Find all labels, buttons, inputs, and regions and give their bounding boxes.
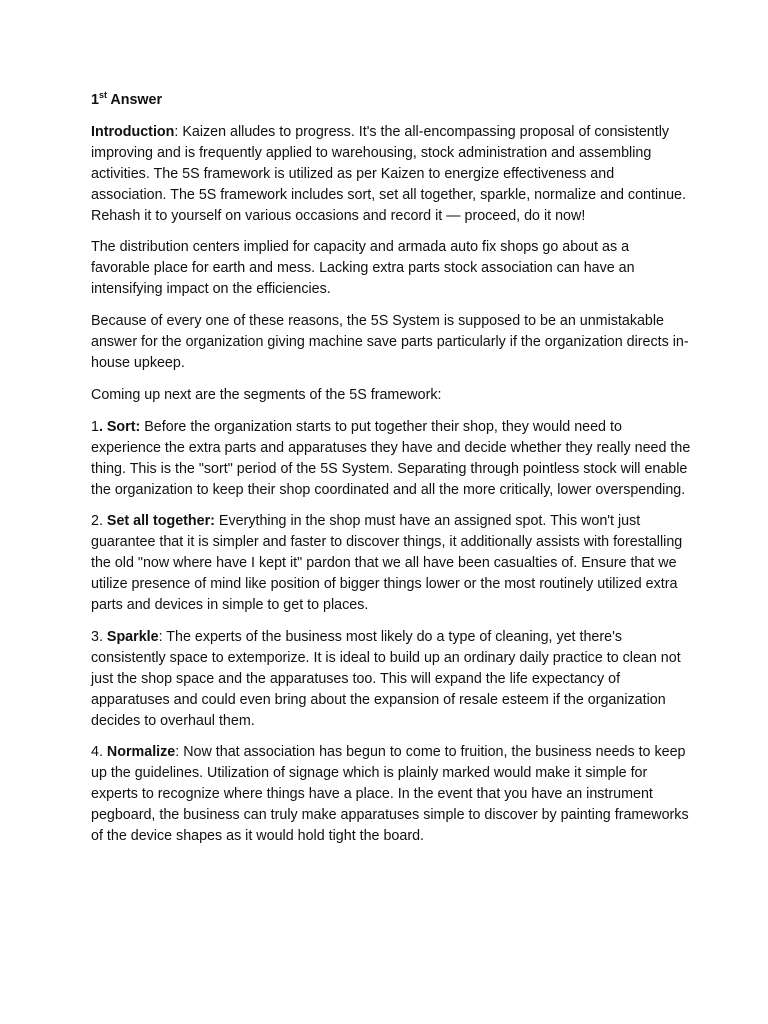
paragraph-text: : Kaizen alludes to progress. It's the all-encompassing proposal of consistently improving and is frequently applied to warehousing, stock administration and assembling activities. The 5S framework is utilized as per Kaizen to energize effectiveness and association. The 5S framework includes sort, set all together, sparkle, normalize and continue. Rehash it to yourself on various occasions and record it — proceed, do it now! — [91, 123, 686, 224]
paragraph-text: Everything in the shop must have an assigned spot. This won't just guarantee that it is simpler and faster to discover things, it additionally assists with forestalling the old "now where have I kept it" pardon that we all have been casualties of. Ensure that we utilize presence of mind like position of bigger things lower or the most routinely utilized extra parts and devices in simple to get to places. — [91, 513, 683, 614]
heading-number: 1 — [91, 92, 99, 108]
paragraph-label: Introduction — [91, 123, 175, 140]
paragraph-reasons — [91, 311, 691, 374]
paragraph-text: : The experts of the business most likely do a type of cleaning, yet there's consistently space to extemporize. It is ideal to build up an ordinary daily practice to clean not just the shop space and the apparatuses too. This will expand the life expectancy of apparatuses and could even bring about the expansion of resale esteem if the organization decides to overhaul them. — [91, 628, 681, 729]
paragraph-text: Coming up next are the segments of the 5S framework: — [91, 386, 442, 403]
document-page — [91, 90, 691, 858]
paragraph-prefix: 1 — [91, 418, 99, 435]
paragraph-prefix: 3. — [91, 628, 107, 645]
paragraph-text: Before the organization starts to put together their shop, they would need to experience the extra parts and apparatuses they have and decide whether they really need the thing. This is the "sort" period of the 5S System. Separating through pointless stock will enable the organization to keep their shop coordinated and all the more critically, lower overspending. — [91, 418, 691, 498]
paragraph-segments-intro — [91, 385, 691, 406]
paragraph-sort — [91, 417, 691, 501]
paragraph-distribution-centers — [91, 237, 691, 300]
paragraph-label: Set all together: — [106, 513, 215, 530]
paragraph-prefix: 4. — [91, 744, 107, 761]
paragraph-text: Because of every one of these reasons, the 5S System is supposed to be an unmistakable answer for the organization giving machine save parts particularly if the organization directs in-house upkeep. — [91, 313, 689, 371]
paragraph-prefix: 2. — [91, 513, 107, 530]
paragraph-normalize — [91, 742, 691, 847]
paragraph-text: : Now that association has begun to come to fruition, the business needs to keep up the guidelines. Utilization of signage which is plainly marked would make it simple for experts to recognize where things have a place. In the event that you have an instrument pegboard, the business can truly make apparatuses simple to discover by painting frameworks of the device shapes as it would hold tight the board. — [91, 744, 689, 845]
paragraph-introduction — [91, 122, 691, 227]
answer-heading — [91, 90, 691, 111]
heading-word: Answer — [110, 92, 163, 108]
heading-superscript: st — [98, 90, 107, 101]
paragraph-sparkle — [91, 627, 691, 732]
paragraph-label: Normalize — [106, 744, 176, 761]
paragraph-text: The distribution centers implied for capacity and armada auto fix shops go about as a favorable place for earth and mess. Lacking extra parts stock association can have an intensifying impact on the efficiencies. — [91, 239, 635, 298]
paragraph-set-all-together — [91, 511, 691, 616]
paragraph-label: . Sort: — [98, 418, 141, 435]
paragraph-label: Sparkle — [106, 628, 159, 645]
